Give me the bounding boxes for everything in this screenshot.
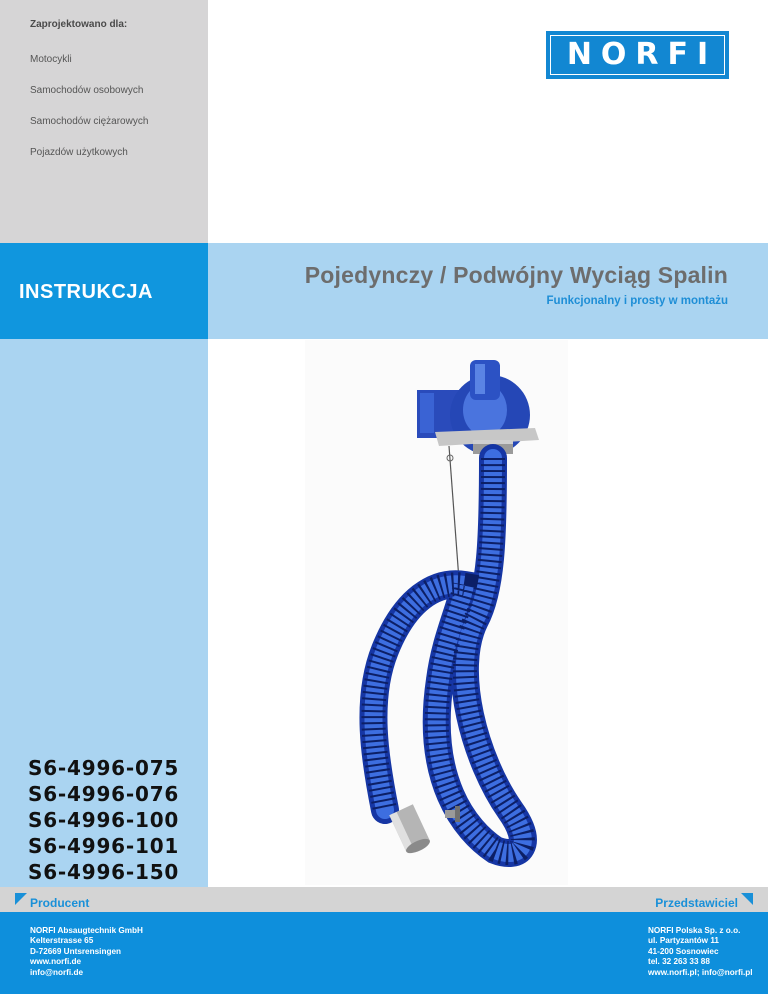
producer-address bbox=[30, 926, 143, 978]
logo-text: NORFI bbox=[566, 37, 718, 72]
producer-line: NORFI Absaugtechnik GmbH bbox=[30, 926, 143, 935]
instruction-label: INSTRUKCJA bbox=[19, 281, 153, 303]
exhaust-extractor-illustration bbox=[305, 340, 568, 885]
page-subtitle: Funkcjonalny i prosty w montażu bbox=[546, 295, 728, 307]
model-number: S6-4996-101 bbox=[28, 834, 180, 858]
designed-for-item: Motocykli bbox=[30, 54, 72, 65]
designed-for-item: Pojazdów użytkowych bbox=[30, 147, 128, 158]
instruction-box bbox=[0, 243, 208, 339]
model-number: S6-4996-100 bbox=[28, 808, 180, 832]
producer-line: Kelterstrasse 65 bbox=[30, 936, 94, 946]
designed-for-item: Samochodów osobowych bbox=[30, 85, 144, 96]
representative-corner-icon bbox=[741, 893, 753, 905]
representative-label: Przedstawiciel bbox=[655, 896, 738, 910]
designed-for-title: Zaprojektowano dla: bbox=[30, 19, 128, 30]
producer-line: D-72669 Untsrensingen bbox=[30, 946, 122, 956]
title-band bbox=[208, 243, 768, 339]
representative-contact: www.norfi.pl; info@norfi.pl bbox=[648, 967, 753, 977]
contact-label-bar bbox=[0, 887, 768, 912]
norfi-logo bbox=[546, 31, 729, 79]
model-number: S6-4996-075 bbox=[28, 756, 180, 780]
producer-email: info@norfi.de bbox=[30, 967, 84, 977]
producer-website: www.norfi.de bbox=[30, 957, 82, 967]
representative-line: 41-200 Sosnowiec bbox=[648, 946, 719, 956]
representative-line: NORFI Polska Sp. z o.o. bbox=[648, 926, 741, 935]
model-number: S6-4996-076 bbox=[28, 782, 180, 806]
producer-corner-icon bbox=[15, 893, 27, 905]
product-photo bbox=[305, 340, 568, 885]
representative-phone: tel. 32 263 33 88 bbox=[648, 957, 710, 967]
representative-address bbox=[648, 926, 753, 978]
model-number: S6-4996-150 bbox=[28, 860, 180, 884]
representative-line: ul. Partyzantów 11 bbox=[648, 936, 719, 946]
page-title: Pojedynczy / Podwójny Wyciąg Spalin bbox=[304, 262, 728, 288]
designed-for-item: Samochodów ciężarowych bbox=[30, 116, 149, 127]
producer-label: Producent bbox=[30, 896, 90, 910]
